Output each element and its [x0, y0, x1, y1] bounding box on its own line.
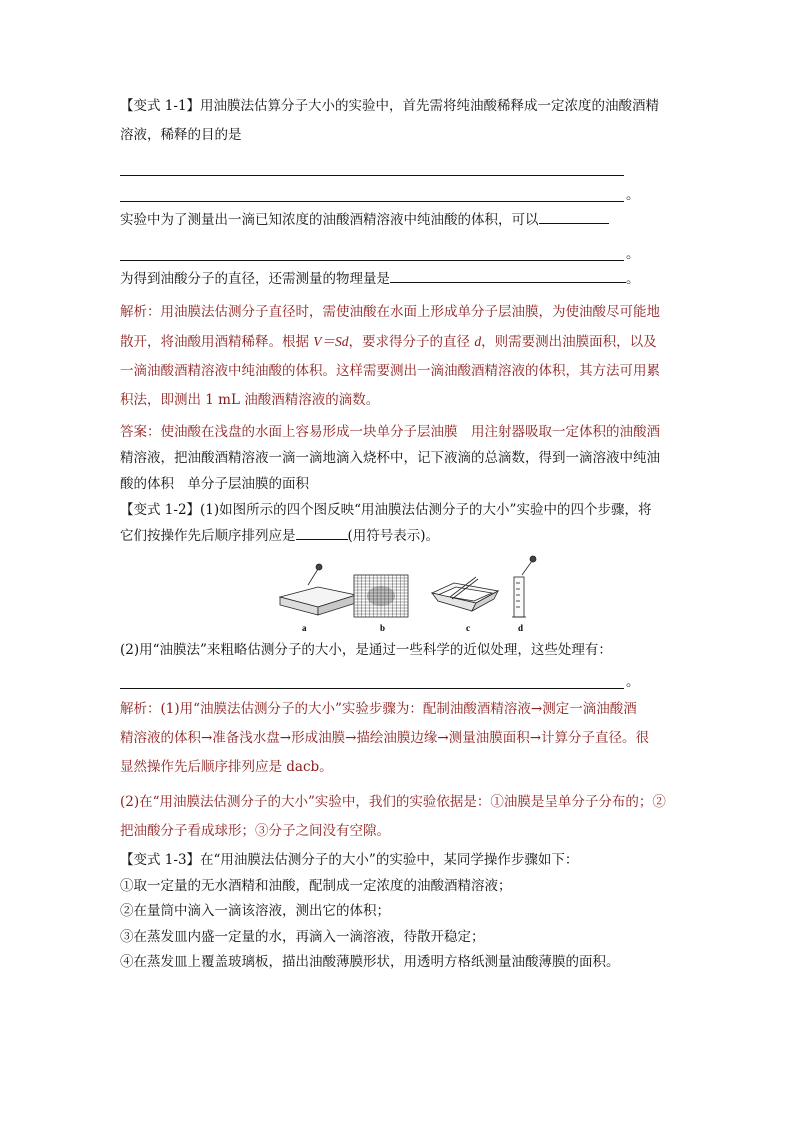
q1-analysis-line-4: 积法，即测出 1 mL 油酸酒精溶液的滴数。	[120, 392, 380, 408]
worksheet-page	[120, 92, 676, 976]
figure-svg	[120, 555, 676, 635]
q3-stem: 【变式 1-3】在“用油膜法估测分子的大小”的实验中，某同学操作步骤如下：	[120, 852, 579, 868]
figure-label-d: d	[518, 623, 524, 633]
q1-analysis-line-1: 解析：用油膜法估测分子直径时，需使油酸在水面上形成单分子层油膜，为使油酸尽可能地	[120, 304, 660, 320]
q3-step: ①取一定量的无水酒精和油酸，配制成一定浓度的油酸酒精溶液；	[120, 877, 512, 894]
q1-answer-line-2: 精溶液，把油酸酒精溶液一滴一滴地滴入烧杯中，记下液滴的总滴数，得到一滴溶液中纯油	[120, 450, 660, 466]
q2-analysis-line-1: 解析：(1)用“油膜法估测分子的大小”实验步骤为：配制油酸酒精溶液→测定一滴油酸酒	[120, 701, 637, 717]
q1-stem-line-2: 溶液，稀释的目的是	[120, 127, 242, 143]
q1-stem-line-4: 为得到油酸分子的直径，还需测量的物理量是 。	[120, 265, 676, 294]
q1-tag: 【变式 1-1】	[120, 98, 201, 114]
answer-blank-line[interactable]: 。	[120, 663, 676, 689]
q2-analysis-line-4: (2)在“用油膜法估测分子的大小”实验中，我们的实验依据是：①油膜是呈单分子分布的；②	[120, 794, 666, 810]
answer-blank[interactable]	[539, 209, 609, 224]
q2-analysis-line-5: 把油酸分子看成球形；③分子之间没有空隙。	[120, 823, 390, 839]
q2-analysis-line-3: 显然操作先后顺序排列应是 dacb。	[120, 759, 333, 775]
q1-analysis-line-3: 一滴油酸酒精溶液中纯油酸的体积。这样需要测出一滴油酸酒精溶液的体积，其方法可用累	[120, 363, 660, 379]
q3-step: ③在蒸发皿内盛一定量的水，再滴入一滴溶液，待散开稳定；	[120, 928, 485, 945]
answer-blank-line[interactable]: 。	[120, 235, 676, 261]
formula: V＝Sd	[313, 334, 349, 349]
step-c-dish-drawing	[432, 577, 498, 611]
q1-analysis-line-2: 散开，将油酸用酒精稀释。根据 V＝Sd，要求得分子的直径 d，则需要测出油膜面积，以及	[120, 334, 657, 350]
q3-tag: 【变式 1-3】	[120, 852, 201, 868]
figure-label-b: b	[380, 623, 386, 633]
q2-stem-line-1: 【变式 1-2】(1)如图所示的四个图反映“用油膜法估测分子的大小”实验中的四个步骤，将	[120, 502, 652, 518]
q2-analysis-line-2: 精溶液的体积→准备浅水盘→形成油膜→描绘油膜边缘→测量油膜面积→计算分子直径。很	[120, 730, 650, 746]
q1-stem-line-1: 【变式 1-1】用油膜法估算分子大小的实验中，首先需将纯油酸稀释成一定浓度的油酸酒精	[120, 98, 660, 114]
step-b-grid-drawing	[354, 575, 408, 617]
q2-tag: 【变式 1-2】	[120, 502, 201, 518]
q3-step: ②在量筒中滴入一滴该溶液，测出它的体积；	[120, 903, 390, 919]
q1-stem-line-3: 实验中为了测量出一滴已知浓度的油酸酒精溶液中纯油酸的体积，可以	[120, 206, 676, 235]
q1-answer-line-3: 酸的体积 单分子层油膜的面积	[120, 476, 309, 492]
answer-blank[interactable]	[390, 268, 626, 283]
q3-step: ④在蒸发皿上覆盖玻璃板，描出油酸薄膜形状，用透明方格纸测量油酸薄膜的面积。	[120, 954, 620, 970]
figure-label-a: a	[302, 623, 307, 633]
q2-stem-line-2: 它们按操作先后顺序排列应是 (用符号表示)。	[120, 523, 676, 549]
q1-answer-line-1: 答案：使油酸在浅盘的水面上容易形成一块单分子层油膜 用注射器吸取一定体积的油酸酒	[120, 424, 660, 440]
q2-stem-line-3: (2)用“油膜法”来粗略估测分子的大小，是通过一些科学的近似处理，这些处理有：	[120, 642, 612, 658]
answer-blank[interactable]	[296, 525, 348, 540]
step-d-cylinder-drawing	[512, 556, 536, 617]
step-a-tray-drawing	[280, 564, 356, 615]
experiment-steps-figure	[120, 555, 676, 635]
answer-blank-line[interactable]	[120, 150, 676, 176]
figure-label-c: c	[466, 623, 470, 633]
answer-blank-line[interactable]: 。	[120, 176, 676, 202]
